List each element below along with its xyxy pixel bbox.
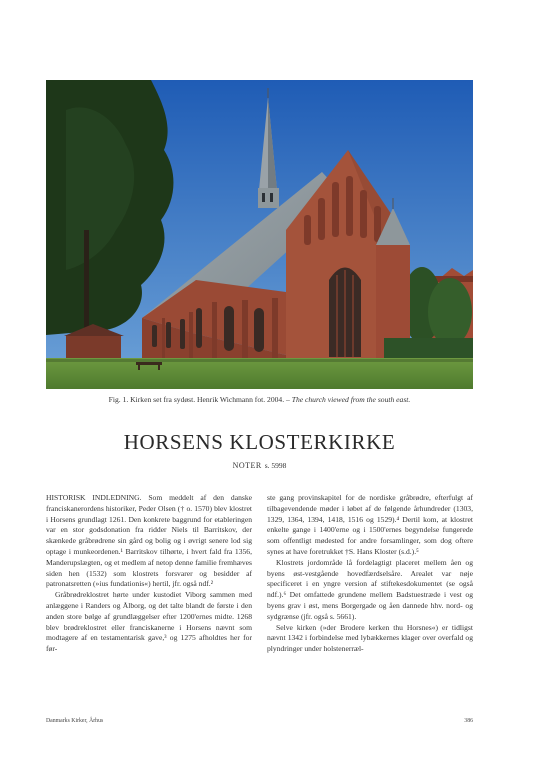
paragraph: HISTORISK INDLEDNING. Som meddelt af den danske franciskanerordens historiker, Peder Olsen († o. 1570) blev klostret i Horsens grundlagt 1261. Den konkrete baggrund for etableringen var en stor godsdonation fra ridder Niels til Barritskov, der skænkede gråbrødrene sin gård og bolig og i øvrigt senere lod sig optage i munkeordenen.¹ Barritskov tilhørte, i hvert fald fra 1356, Manderupslægten, og et medlem af netop denne familie fremhæves siden hen (1532) som klostrets forsvarer og besidder af patronatsretten (»ius fundationis«) hertil, jfr. også ndf.²	[46, 493, 252, 589]
paragraph: ste gang provinskapitel for de nordiske gråbrødre, efterfulgt af tilbagevendende møder i løbet af de følgende århundreder (1303, 1329, 1364, 1394, 1418, 1516 og 1529).⁴ Dertil kom, at klostret enkelte gange i 1400'erne og i 1500'ernes begyndelse fungerede som offentligt mødested for andre forsamlinger, som dog oftere synes at have foretrukket †S. Hans Kloster (s.d.).⁵	[267, 493, 473, 556]
body-column-right	[267, 493, 473, 655]
notes-reference	[46, 461, 473, 470]
paragraph: Klostrets jordområde lå fordelagtigt placeret mellem åen og byens øst-vestgående hovedfærdselsåre. Arealet var nøje specificeret i en yngre version af stiftekesdokumentet (se også ndf.).⁶ Det omfattede grundene mellem Badstuestræde i vest og byens grav i øst, mens Borgergade og åen dannede hhv. nord- og sydgrænse (jfr. også s. 5661).	[267, 557, 473, 621]
body-column-left	[46, 493, 252, 655]
bench	[136, 362, 162, 365]
notes-page-ref: s. 5998	[264, 461, 287, 470]
hedge	[384, 338, 473, 360]
small-building-left	[66, 335, 121, 360]
paragraph: Gråbrødreklostret hørte under kustodiet Viborg sammen med anlæggene i Randers og Ålborg, og det talte blandt de første i den anden store bølge af grundlæggelser efter 1200'ernes midte. 1268 blev brødreklostret eller franciskanerne i Horsens nævnt som modtagere af en testamentarisk gave,³ og 1275 afholdtes her for før-	[46, 590, 252, 654]
figure-caption	[46, 395, 473, 405]
church-photo	[46, 80, 473, 389]
footer-page-number: 386	[464, 718, 473, 724]
caption-danish: Fig. 1. Kirken set fra sydøst. Henrik Wichmann fot. 2004. –	[108, 395, 290, 404]
article-title: HORSENS KLOSTERKIRKE	[123, 430, 396, 454]
paragraph: Selve kirken (»der Brodere kerken thu Horsnes«) er tidligst nævnt 1342 i forbindelse med lybækkernes klager over overfald og plyndringer under holstenerræl-	[267, 622, 473, 654]
lawn	[46, 358, 473, 389]
footer-publication: Danmarks Kirker, Århus	[46, 718, 104, 724]
notes-label: NOTER	[232, 461, 262, 470]
caption-english: The church viewed from the south east.	[291, 395, 411, 404]
